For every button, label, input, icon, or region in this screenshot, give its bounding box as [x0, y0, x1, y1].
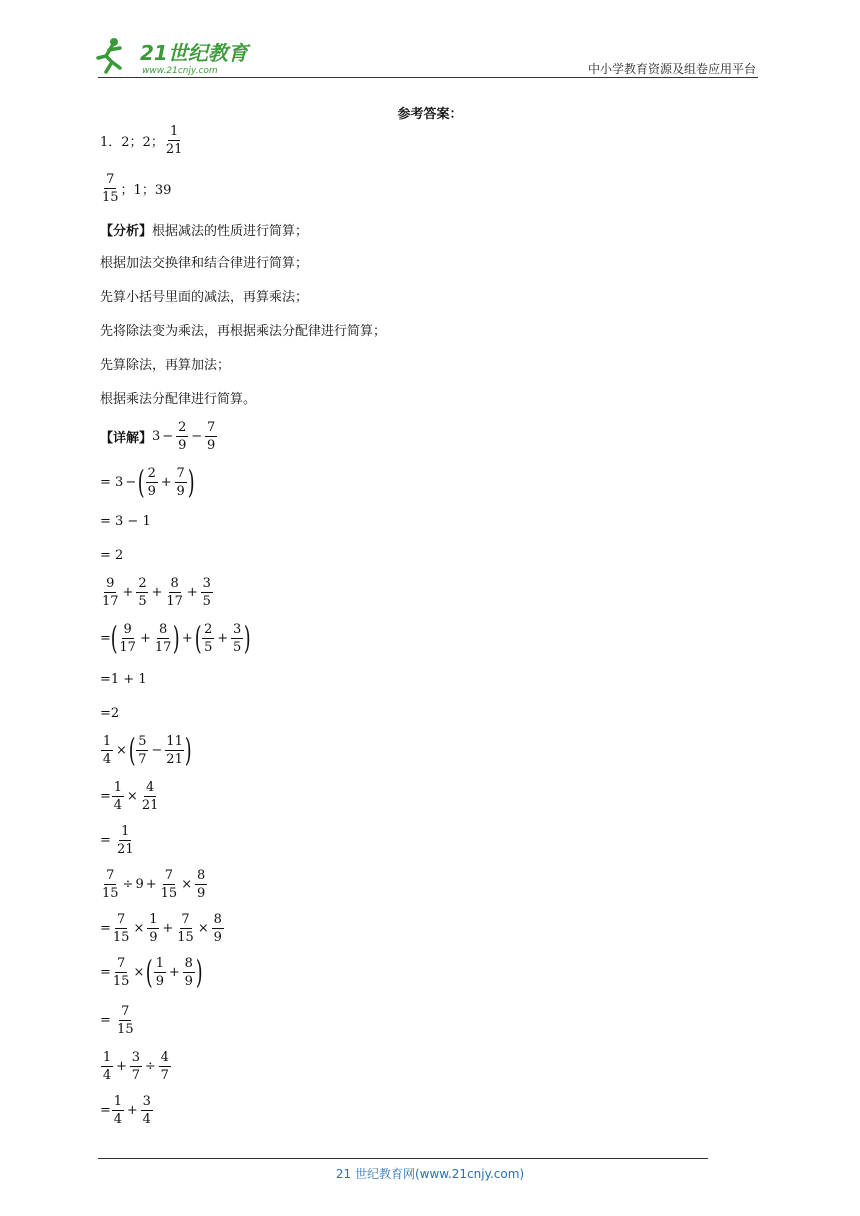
- math-operator: −: [125, 474, 137, 490]
- denominator: 15: [177, 929, 194, 945]
- numerator: 1: [113, 1093, 123, 1109]
- detail-line-6: [100, 619, 251, 657]
- fraction: [141, 1095, 153, 1126]
- numerator: 7: [206, 419, 216, 435]
- fraction: [176, 421, 188, 452]
- numerator: 4: [145, 779, 155, 795]
- numerator: 4: [160, 1049, 169, 1065]
- parenthesis: (: [138, 463, 145, 501]
- math-term: =: [100, 630, 111, 646]
- page-title: 参考答案：: [397, 107, 463, 122]
- numerator: 7: [176, 465, 185, 481]
- detail-line-4: = 2: [100, 547, 124, 563]
- numerator: 7: [121, 1003, 130, 1019]
- math-term: 3: [152, 428, 161, 444]
- denominator: 4: [142, 1111, 151, 1127]
- numerator: 9: [123, 621, 132, 637]
- math-operator: ×: [116, 742, 127, 758]
- numerator: 8: [196, 867, 206, 883]
- math-operator: +: [160, 474, 172, 490]
- fraction: [231, 623, 243, 654]
- denominator: 21: [117, 841, 134, 857]
- fraction: [112, 1095, 124, 1126]
- parenthesis: ): [195, 953, 203, 991]
- numerator: 1: [155, 955, 164, 971]
- math-operator: ×: [126, 788, 138, 804]
- detail-line-16: [100, 1050, 172, 1082]
- math-term: 9: [135, 876, 144, 892]
- detail-line-5: [100, 576, 214, 608]
- math-operator: ÷: [144, 1058, 156, 1074]
- math-term: =: [100, 788, 111, 804]
- fraction: [136, 577, 148, 608]
- math-operator: ×: [197, 920, 209, 936]
- fraction: [101, 577, 120, 608]
- svg-text:21世纪教育: 21世纪教育: [140, 41, 248, 65]
- fraction: [112, 781, 124, 812]
- numerator: 2: [178, 419, 187, 435]
- math-operator: +: [145, 876, 157, 892]
- detail-line-9: [100, 731, 192, 769]
- numerator: 2: [147, 465, 156, 481]
- math-operator: +: [217, 630, 229, 646]
- denominator: 15: [112, 973, 130, 989]
- math-term: =: [100, 920, 111, 936]
- analysis-line-3: [100, 284, 308, 306]
- numerator: 7: [181, 911, 190, 927]
- numerator: 8: [184, 955, 193, 971]
- parenthesis: (: [146, 953, 154, 991]
- numerator: 2: [204, 621, 213, 637]
- denominator: 7: [160, 1067, 169, 1083]
- detail-line-10: [100, 780, 160, 812]
- fraction: [116, 1005, 135, 1036]
- denominator: 9: [196, 885, 206, 901]
- denominator: 21: [141, 797, 159, 813]
- parenthesis: ): [184, 731, 192, 769]
- running-figure-icon: [98, 38, 120, 72]
- math-term: =: [100, 474, 111, 490]
- fraction: [136, 735, 148, 766]
- detail-line-11: [100, 824, 136, 856]
- fraction: [175, 467, 187, 498]
- math-operator: ×: [181, 876, 193, 892]
- fraction: [146, 467, 158, 498]
- denominator: 21: [166, 751, 183, 767]
- math-operator: ÷: [122, 876, 134, 892]
- numerator: 3: [233, 621, 242, 637]
- detail-line-8: =2: [100, 705, 120, 721]
- math-term: 先将除法变为乘法，再根据乘法分配律进行简算；: [100, 323, 387, 339]
- footer-link[interactable]: 21 世纪教育网(www.21cnjy.com): [335, 1167, 525, 1181]
- math-operator: +: [151, 584, 163, 600]
- math-term: 先算除法，再算加法；: [100, 357, 231, 373]
- parenthesis: (: [194, 619, 202, 657]
- parenthesis: ): [243, 619, 251, 657]
- numerator: 1: [169, 123, 179, 139]
- math-operator: +: [126, 1102, 138, 1118]
- detail-line-13: [100, 912, 225, 944]
- denominator: 17: [154, 639, 172, 655]
- fraction: [165, 577, 184, 608]
- math-operator: −: [162, 428, 174, 444]
- denominator: 4: [113, 797, 123, 813]
- fraction: [159, 1051, 171, 1082]
- fraction: [202, 623, 214, 654]
- fraction: [130, 1051, 142, 1082]
- denominator: 4: [102, 1067, 112, 1083]
- math-term: 根据加法交换律和结合律进行简算；: [100, 255, 309, 271]
- math-term: =: [100, 832, 111, 848]
- denominator: 9: [149, 929, 158, 945]
- denominator: 7: [138, 751, 147, 767]
- footer-divider: [98, 1158, 708, 1159]
- denominator: 5: [138, 593, 147, 609]
- header-divider: [98, 77, 758, 78]
- fraction: [201, 577, 213, 608]
- denominator: 15: [102, 885, 119, 901]
- numerator: 7: [106, 867, 115, 883]
- analysis-line-6: [100, 386, 256, 408]
- detail-line-14: [100, 953, 203, 991]
- platform-name: 中小学教育资源及组卷应用平台: [587, 62, 756, 76]
- math-operator: −: [191, 428, 203, 444]
- fraction: [147, 913, 159, 944]
- detail-line-7: =1 + 1: [100, 671, 147, 687]
- math-operator: +: [162, 920, 174, 936]
- math-operator: −: [151, 742, 163, 758]
- site-logo: [92, 34, 262, 78]
- numerator: 7: [106, 171, 115, 187]
- analysis-label: 【分析】: [100, 223, 153, 239]
- fraction: [101, 869, 120, 900]
- analysis-line-5: [100, 352, 230, 374]
- answer-rest: ；1；39: [120, 182, 172, 198]
- denominator: 9: [176, 483, 185, 499]
- analysis-line-1: [100, 218, 308, 240]
- math-operator: +: [139, 630, 151, 646]
- detail-line-2: [100, 463, 195, 501]
- numerator: 11: [166, 733, 183, 749]
- fraction: [118, 623, 137, 654]
- math-operator: ×: [133, 920, 145, 936]
- math-term: 3: [115, 474, 124, 490]
- math-operator: +: [181, 630, 193, 646]
- fraction: [101, 1051, 113, 1082]
- numerator: 3: [202, 575, 211, 591]
- detail-label: 【详解】: [100, 430, 153, 446]
- numerator: 2: [138, 575, 147, 591]
- fraction: [183, 957, 195, 988]
- denominator: 9: [213, 929, 222, 945]
- denominator: 5: [202, 593, 211, 609]
- analysis-line-2: [100, 250, 308, 272]
- numerator: 8: [170, 575, 179, 591]
- denominator: 15: [117, 1021, 134, 1037]
- page-header: [0, 0, 860, 80]
- denominator: 21: [165, 141, 183, 157]
- numerator: 8: [213, 911, 222, 927]
- numerator: 7: [117, 911, 126, 927]
- fraction: [176, 913, 195, 944]
- fraction: [112, 913, 131, 944]
- numerator: 1: [113, 779, 123, 795]
- fraction: [116, 825, 135, 856]
- detail-line-12: [100, 868, 208, 900]
- denominator: 9: [155, 973, 164, 989]
- fraction: [195, 869, 207, 900]
- denominator: 17: [119, 639, 136, 655]
- numerator: 7: [117, 955, 126, 971]
- denominator: 9: [147, 483, 156, 499]
- denominator: 15: [102, 189, 119, 205]
- numerator: 8: [158, 621, 168, 637]
- math-operator: +: [122, 584, 134, 600]
- numerator: 3: [142, 1093, 151, 1109]
- denominator: 5: [233, 639, 242, 655]
- parenthesis: ): [187, 463, 195, 501]
- numerator: 3: [131, 1049, 141, 1065]
- math-term: 根据减法的性质进行简算；: [152, 223, 309, 239]
- detail-line-15: [100, 1004, 136, 1036]
- detail-line-17: [100, 1094, 154, 1126]
- fraction: [205, 421, 217, 452]
- parenthesis: ): [173, 619, 181, 657]
- denominator: 15: [160, 885, 178, 901]
- denominator: 9: [184, 973, 193, 989]
- fraction: [112, 957, 131, 988]
- denominator: 7: [131, 1067, 141, 1083]
- math-term: =: [100, 964, 111, 980]
- answer-line-1: [100, 124, 184, 156]
- answer-line-2: [100, 172, 171, 204]
- denominator: 17: [102, 593, 119, 609]
- denominator: 9: [206, 437, 216, 453]
- fraction: [101, 173, 120, 204]
- math-term: =: [100, 1012, 111, 1028]
- numerator: 1: [102, 733, 112, 749]
- fraction: [160, 869, 179, 900]
- numerator: 1: [121, 823, 130, 839]
- math-operator: +: [168, 964, 180, 980]
- denominator: 4: [113, 1111, 123, 1127]
- fraction: [101, 735, 113, 766]
- math-term: 先算小括号里面的减法，再算乘法；: [100, 289, 309, 305]
- denominator: 17: [166, 593, 183, 609]
- fraction: [165, 735, 184, 766]
- denominator: 15: [112, 929, 130, 945]
- fraction: [212, 913, 224, 944]
- fraction: [141, 781, 160, 812]
- fraction: [154, 957, 166, 988]
- numerator: 5: [138, 733, 147, 749]
- math-operator: +: [116, 1058, 127, 1074]
- numerator: 9: [106, 575, 115, 591]
- fraction: [165, 125, 184, 156]
- fraction: [154, 623, 173, 654]
- math-term: 根据乘法分配律进行简算。: [100, 391, 257, 407]
- parenthesis: (: [110, 619, 118, 657]
- numerator: 1: [102, 1049, 112, 1065]
- denominator: 9: [178, 437, 187, 453]
- numerator: 7: [164, 867, 174, 883]
- denominator: 4: [102, 751, 112, 767]
- svg-text:www.21cnjy.com: www.21cnjy.com: [142, 66, 218, 76]
- math-term: =: [100, 1102, 111, 1118]
- detail-line-1: [100, 420, 218, 452]
- math-operator: ×: [133, 964, 145, 980]
- numerator: 1: [149, 911, 158, 927]
- analysis-line-4: [100, 318, 386, 340]
- denominator: 5: [204, 639, 213, 655]
- answer-prefix: 1．2；2；: [100, 134, 164, 150]
- parenthesis: (: [128, 731, 136, 769]
- math-operator: +: [186, 584, 198, 600]
- detail-line-3: = 3 − 1: [100, 513, 151, 529]
